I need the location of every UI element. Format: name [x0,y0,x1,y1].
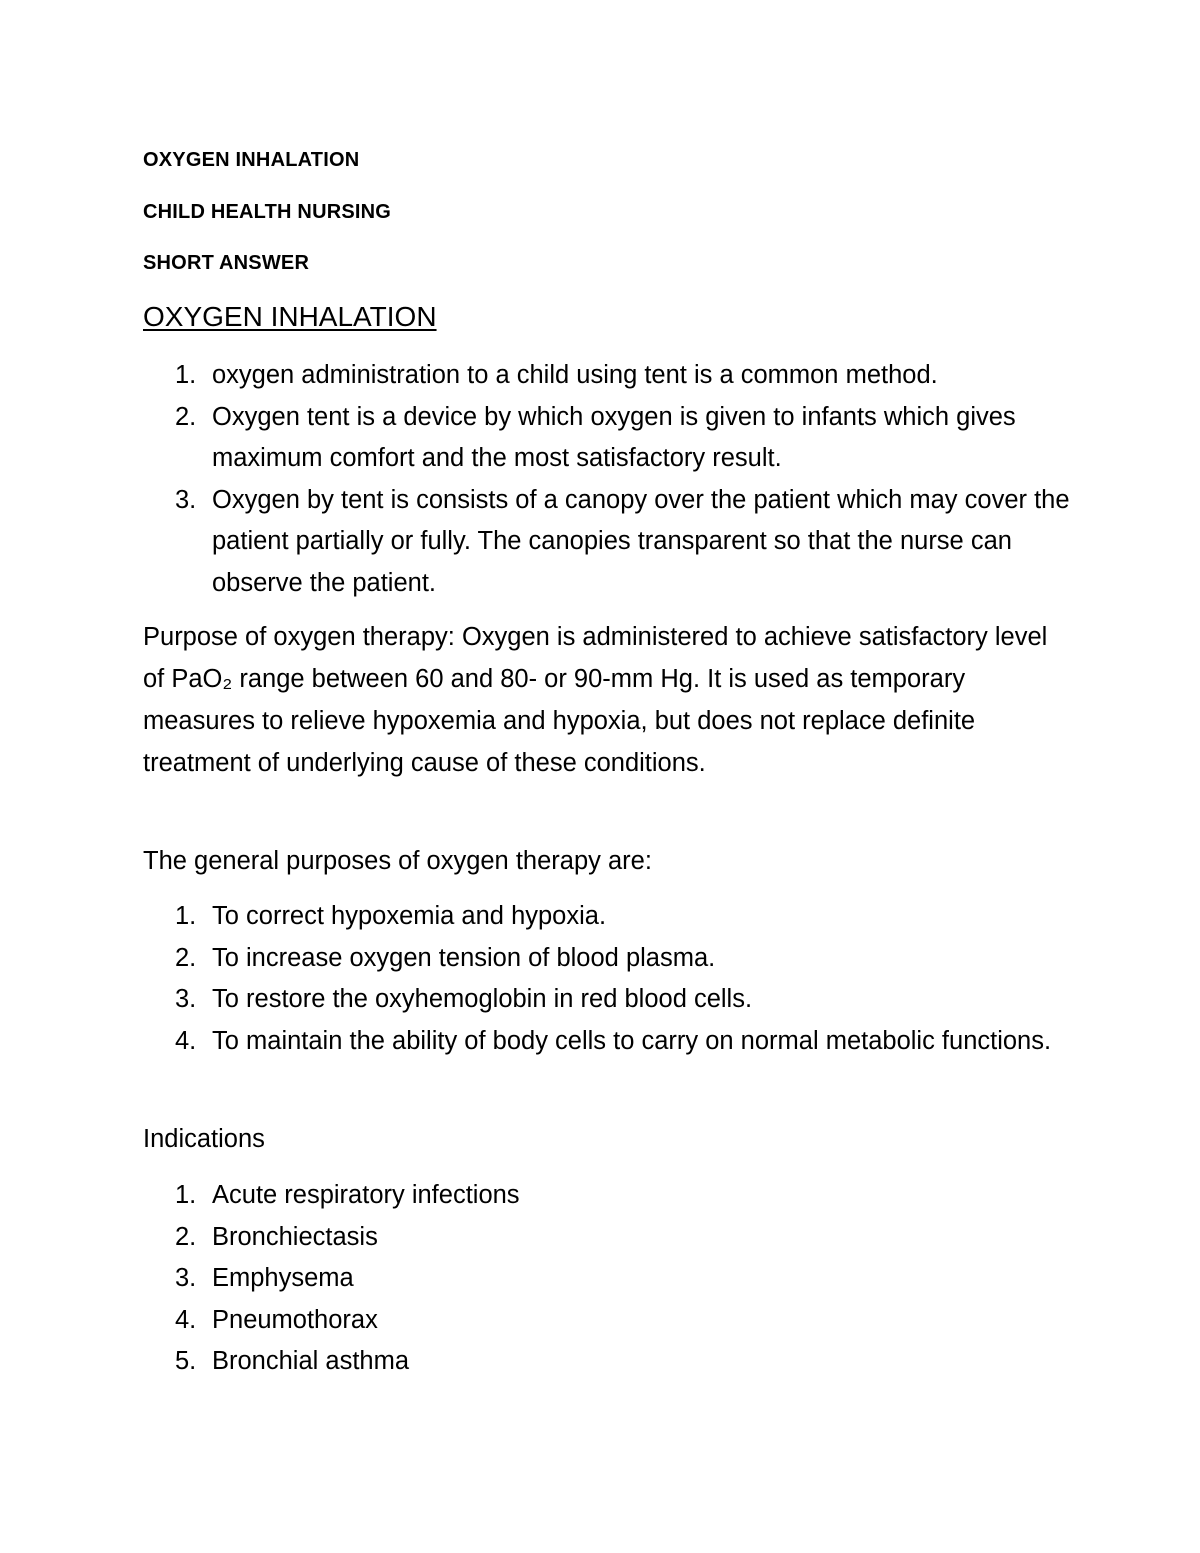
list-item [0,355,1072,397]
header-line-2: CHILD HEALTH NURSING [143,201,392,223]
section-title: OXYGEN INHALATION [143,301,437,332]
list-item [0,1300,1072,1342]
purpose-paragraph: Purpose of oxygen therapy: Oxygen is administered to achieve satisfactory level of PaO₂ range between 60 and 80- or 90-mm Hg. It is used as temporary measures to relieve hypoxemia and hypoxia, but does not replace definite treatment of underlying cause of these conditions. [143,623,1048,777]
list-item-number: 3. [175,1264,197,1292]
list-item [0,397,1072,480]
list-item [0,938,1072,980]
list-item [0,1175,1072,1217]
list-item [0,1021,1072,1063]
list-item-number: 4. [175,1026,197,1055]
list-item-number: 2. [175,1222,197,1251]
indications-heading: Indications [143,1125,265,1153]
list-item-text: To increase oxygen tension of blood plasma. [212,943,716,972]
list-item-text: Bronchiectasis [212,1222,378,1251]
list-item [0,1258,1072,1300]
list-item-text: Oxygen by tent is consists of a canopy over the patient which may cover the patient partially or fully. The canopies transparent so that the nurse can observe the patient. [212,485,1070,597]
intro-list [0,355,1072,604]
list-item [0,1217,1072,1259]
list-item-text: Pneumothorax [212,1305,378,1334]
list-item-number: 4. [175,1305,197,1334]
list-item-text: Emphysema [212,1264,354,1292]
list-item-text: oxygen administration to a child using tent is a common method. [212,361,938,389]
list-item-number: 2. [175,402,197,431]
list-item-text: Oxygen tent is a device by which oxygen is given to infants which gives maximum comfort and the most satisfactory result. [212,402,1016,472]
list-item-number: 3. [175,485,197,514]
list-item-number: 2. [175,943,197,972]
list-item-number: 1. [175,1181,197,1209]
list-item-text: To correct hypoxemia and hypoxia. [212,902,607,930]
indications-list [0,1175,1072,1383]
list-item-number: 1. [175,361,197,389]
list-item-text: To maintain the ability of body cells to carry on normal metabolic functions. [212,1026,1052,1055]
list-item [0,1341,1072,1383]
general-purposes-list [0,896,1072,1062]
list-item-number: 3. [175,985,197,1013]
list-item [0,480,1072,605]
list-item-number: 5. [175,1347,197,1375]
list-item-text: Bronchial asthma [212,1347,410,1375]
header-line-1: OXYGEN INHALATION [143,149,360,171]
list-item-text: Acute respiratory infections [212,1181,520,1209]
general-purposes-heading: The general purposes of oxygen therapy are: [143,847,652,875]
list-item-number: 1. [175,902,197,930]
header-line-3: SHORT ANSWER [143,252,310,274]
list-item-text: To restore the oxyhemoglobin in red blood cells. [212,985,753,1013]
list-item [0,896,1072,938]
list-item [0,979,1072,1021]
